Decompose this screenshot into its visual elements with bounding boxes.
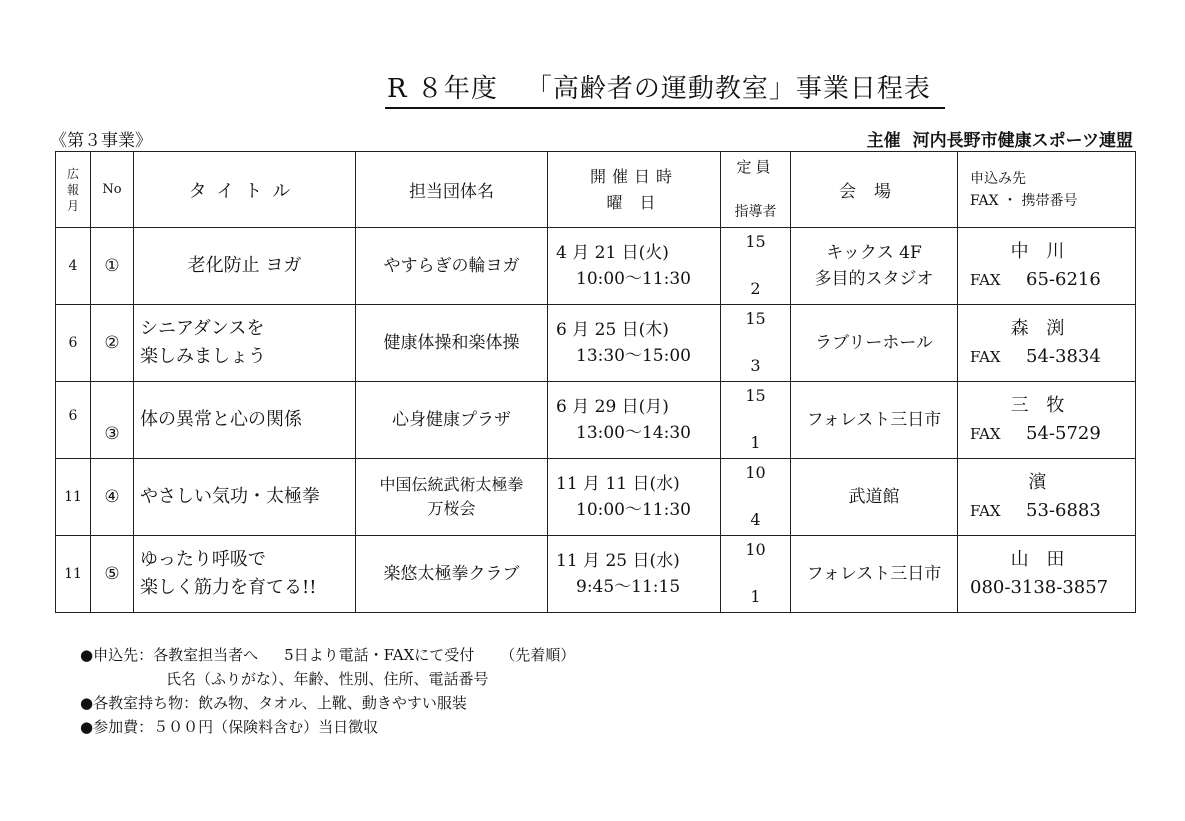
row-title (134, 382, 356, 459)
row-group (356, 536, 548, 613)
row-date-time: 13:00～14:30 (576, 423, 691, 443)
note-apply (80, 643, 575, 667)
row-no: ② (91, 305, 134, 382)
row-capacity-value: 15 (745, 232, 766, 251)
row-instructors-value: 1 (750, 433, 761, 452)
row-title (134, 459, 356, 536)
row-capacity (721, 536, 791, 613)
header-venue: 会場 (791, 152, 958, 228)
header-date-1: 開催日時 (589, 166, 678, 186)
note-fee: ●参加費：５００円（保険料含む）当日徴収 (80, 718, 379, 736)
note-apply-order: （先着順） (500, 646, 576, 664)
row-group (356, 459, 548, 536)
header-publicity-1: 広 (66, 166, 79, 181)
row-instructors-value: 2 (750, 279, 761, 298)
table-row (56, 382, 1136, 459)
header-date (548, 152, 721, 228)
row-group (356, 305, 548, 382)
row-instructors-value: 4 (750, 510, 761, 529)
row-date-time: 13:30～15:00 (576, 346, 691, 366)
row-group-line2: 万桜会 (427, 499, 476, 518)
row-capacity-value: 10 (745, 540, 766, 559)
row-group-line1: 健康体操和楽体操 (383, 333, 520, 353)
row-title-line2: 楽しく筋力を育てる!! (140, 577, 317, 598)
row-contact (958, 228, 1136, 305)
header-capacity (721, 152, 791, 228)
row-group-line1: やすらぎの輪ヨガ (383, 256, 520, 276)
row-venue-line1: フォレスト三日市 (806, 564, 942, 584)
row-venue-line1: キックス 4F (826, 243, 922, 263)
row-venue-line1: ラブリーホール (815, 333, 933, 353)
row-date-time: 10:00～11:30 (576, 500, 691, 520)
header-contact (958, 152, 1136, 228)
table-row (56, 536, 1136, 613)
title-main: 「高齢者の運動教室」事業日程表 (525, 74, 931, 104)
notes (80, 643, 575, 739)
row-no: ④ (91, 459, 134, 536)
table-row (56, 459, 1136, 536)
row-no: ① (91, 228, 134, 305)
row-capacity-value: 15 (745, 386, 766, 405)
note-belongings: ●各教室持ち物：飲み物、タオル、上靴、動きやすい服装 (80, 694, 467, 712)
row-contact-name: 三 牧 (1010, 395, 1071, 416)
row-date-day: 11 月 11 日(水) (556, 474, 680, 494)
row-title-line2: 楽しみましょう (140, 346, 266, 367)
row-month: 11 (56, 459, 91, 536)
row-contact (958, 382, 1136, 459)
row-fax-label: FAX (970, 425, 1001, 443)
row-contact-name: 中 川 (1010, 241, 1071, 262)
row-date-day: 6 月 29 日(月) (556, 397, 669, 417)
row-date (548, 536, 721, 613)
note-apply-label: ●申込先：各教室担当者へ (80, 646, 259, 664)
row-capacity-value: 10 (745, 463, 766, 482)
row-title (134, 305, 356, 382)
row-month: 11 (56, 536, 91, 613)
row-title-line1: ゆったり呼吸で (140, 549, 266, 570)
row-date (548, 459, 721, 536)
schedule-table (55, 151, 1136, 613)
header-group: 担当団体名 (356, 152, 548, 228)
title-year: R ８年度 (387, 74, 498, 104)
row-date (548, 228, 721, 305)
header-date-2: 曜 日 (606, 192, 662, 212)
row-fax-label: FAX (970, 502, 1001, 520)
row-date-time: 10:00～11:30 (576, 269, 691, 289)
row-instructors-value: 1 (750, 587, 761, 606)
row-group-line1: 中国伝統武術太極拳 (379, 475, 524, 494)
header-publicity-2: 報 (66, 182, 79, 197)
header-no: No (91, 152, 134, 228)
header-title: タイトル (134, 152, 356, 228)
row-group-line1: 楽悠太極拳クラブ (383, 564, 520, 584)
row-no: ③ (91, 382, 134, 459)
row-venue-line2: 多目的スタジオ (814, 269, 934, 289)
row-title-line1: シニアダンスを (140, 318, 265, 339)
row-date-time: 9:45～11:15 (576, 577, 681, 597)
row-capacity (721, 305, 791, 382)
organizer (867, 126, 1133, 151)
row-instructors-value: 3 (750, 356, 761, 375)
row-venue-line1: 武道館 (848, 487, 900, 507)
header-capacity-label: 定員 (736, 158, 775, 176)
row-month: 4 (56, 228, 91, 305)
note-apply-detail: 5日より電話・FAXにて受付 (284, 646, 475, 664)
row-contact-name: 山 田 (1010, 549, 1071, 570)
row-no: ⑤ (91, 536, 134, 613)
row-date-day: 11 月 25 日(水) (556, 551, 680, 571)
row-date-day: 6 月 25 日(木) (556, 320, 669, 340)
project-label: 《第３事業》 (50, 131, 152, 151)
row-fax-label: FAX (970, 271, 1001, 289)
row-venue (791, 536, 958, 613)
row-venue (791, 382, 958, 459)
table-row (56, 305, 1136, 382)
row-title (134, 536, 356, 613)
row-capacity (721, 459, 791, 536)
row-title-line1: 体の異常と心の関係 (140, 409, 302, 430)
header-publicity-3: 月 (66, 198, 79, 213)
row-contact-number: 54-5729 (1026, 423, 1101, 444)
row-title-line1: やさしい気功・太極拳 (140, 486, 320, 507)
organizer-label: 主催 (866, 131, 901, 151)
row-date-day: 4 月 21 日(火) (556, 243, 669, 263)
row-venue (791, 305, 958, 382)
header-instructors-label: 指導者 (734, 204, 777, 220)
row-date (548, 305, 721, 382)
row-venue-line1: フォレスト三日市 (806, 410, 942, 430)
row-capacity-value: 15 (745, 309, 766, 328)
row-capacity (721, 382, 791, 459)
row-contact-name: 森 渕 (1010, 318, 1071, 339)
organizer-name: 河内長野市健康スポーツ連盟 (912, 131, 1133, 151)
note-apply-fields: 氏名（ふりがな）、年齢、性別、住所、電話番号 (166, 670, 489, 688)
row-group-line1: 心身健康プラザ (392, 410, 511, 430)
row-month: 6 (56, 305, 91, 382)
row-group (356, 228, 548, 305)
table-header-row (56, 152, 1136, 228)
row-contact (958, 305, 1136, 382)
row-title (134, 228, 356, 305)
header-contact-1: 申込み先 (970, 170, 1026, 187)
row-group (356, 382, 548, 459)
row-month: 6 (56, 382, 91, 459)
row-contact-name: 濱 (1028, 472, 1053, 493)
row-contact-number: 080-3138-3857 (970, 577, 1109, 598)
row-contact (958, 459, 1136, 536)
row-contact-number: 53-6883 (1026, 500, 1101, 521)
page-title (385, 68, 945, 109)
row-venue (791, 228, 958, 305)
row-fax-label: FAX (970, 348, 1001, 366)
row-contact (958, 536, 1136, 613)
row-capacity (721, 228, 791, 305)
row-venue (791, 459, 958, 536)
row-date (548, 382, 721, 459)
header-publicity-month (56, 152, 91, 228)
row-contact-number: 54-3834 (1026, 346, 1101, 367)
header-contact-2: FAX ・ 携帯番号 (970, 192, 1078, 209)
row-contact-number: 65-6216 (1026, 269, 1101, 290)
row-title-line1: 老化防止 ヨガ (187, 255, 302, 276)
table-row (56, 228, 1136, 305)
